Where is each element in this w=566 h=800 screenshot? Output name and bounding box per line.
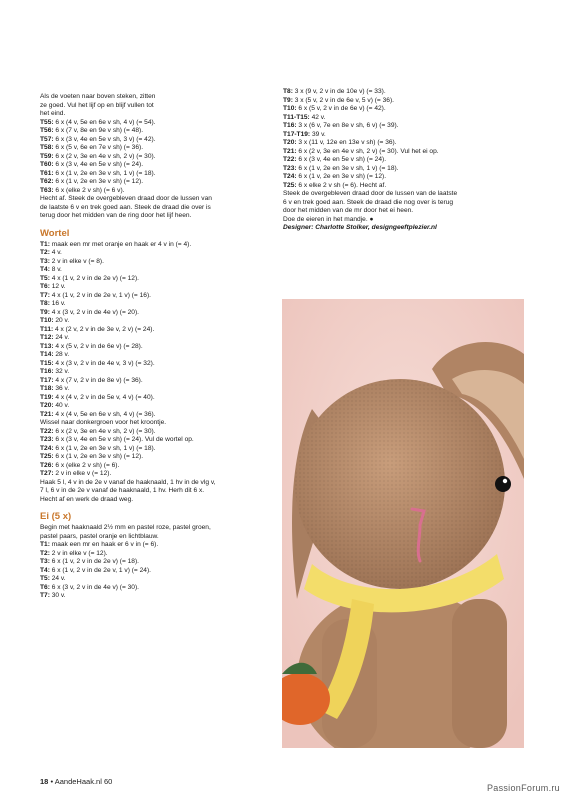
left-column <box>40 93 276 601</box>
round-label: T21: <box>283 147 297 155</box>
pattern-round <box>40 127 276 136</box>
pattern-round <box>40 258 276 267</box>
wortel-rounds-list <box>40 241 276 479</box>
pattern-round <box>283 182 523 191</box>
round-label: T4: <box>40 266 50 273</box>
round-instruction: 6 x (5 v, 2 v in de 6e v) (= 42). <box>296 105 386 112</box>
round-label: T3: <box>40 558 50 565</box>
ei-finish-text <box>283 190 523 224</box>
round-instruction: 6 x (3 v, 2 v in de 4e v) (= 30). <box>49 583 140 591</box>
round-instruction: 4 x (3 v, 2 v in de 4e v, 3 v) (= 32). <box>53 359 155 367</box>
round-label: T23: <box>283 164 297 172</box>
pattern-round <box>283 156 523 165</box>
round-instruction: 6 x (elke 2 v sh) (= 6 v). <box>53 186 125 194</box>
round-label: T57: <box>40 135 54 143</box>
round-label: T16: <box>283 122 297 129</box>
round-instruction: 8 v. <box>49 266 62 273</box>
round-label: T22: <box>40 427 54 435</box>
round-instruction: maak een mr met oranje en haak er 4 v in (= 4). <box>49 240 192 248</box>
watermark: PassionForum.ru <box>486 783 560 793</box>
round-instruction: Wissel naar donkergroen voor het kroontje. <box>40 419 167 426</box>
round-label: T63: <box>40 186 54 194</box>
text-line: terug door het midden van de ring door het lijf heen. <box>40 212 192 219</box>
pattern-round <box>40 385 276 394</box>
round-instruction: 6 x (2 v, 3e en 4e v sh, 2 v) (= 30). <box>53 427 156 435</box>
round-label: T2: <box>40 549 50 557</box>
round-instruction: 32 v. <box>53 368 70 375</box>
magazine-name: AandeHaak.nl 60 <box>54 777 113 786</box>
round-label: T6: <box>40 583 50 591</box>
round-label: T18: <box>40 385 54 392</box>
round-label: T10: <box>40 317 54 324</box>
pattern-round <box>40 178 276 187</box>
right-column <box>283 88 523 233</box>
page-number: 18 <box>40 777 49 786</box>
round-label: T7: <box>40 291 50 299</box>
round-instruction: 24 v. <box>53 334 70 341</box>
pattern-round <box>40 445 276 454</box>
round-label: T3: <box>40 257 50 265</box>
text-line: 6 v en trek goed aan. Steek de draad die nog over is terug <box>283 198 454 206</box>
pattern-round <box>40 377 276 386</box>
pattern-round <box>40 144 276 153</box>
text-line: ze goed. Vul het lijf op en blijf vullen tot <box>40 101 154 109</box>
round-label: T12: <box>40 334 54 341</box>
round-instruction: 6 x (1 v, 2e en 3e v sh) (= 12). <box>296 173 387 180</box>
round-label: T23: <box>40 436 54 443</box>
text-line: 7 l, 6 v in de 2e v vanaf de haaknaald, 1 hv. Herh dit 6 x. <box>40 487 205 494</box>
text-line: de laatste 6 v en trek goed aan. Steek de draad die over is <box>40 203 211 211</box>
text-line: het eind. <box>40 110 66 117</box>
round-instruction: 2 v in elke v (= 12). <box>49 549 108 557</box>
pattern-round <box>283 173 523 182</box>
round-label: T21: <box>40 410 54 418</box>
round-instruction: 6 x (1 v, 2e en 3e v sh) (= 12). <box>53 453 144 460</box>
text-line: Hecht af en werk de draad weg. <box>40 495 134 503</box>
pattern-round <box>283 114 523 123</box>
round-instruction: 6 x (4 v, 5e en 6e v sh, 4 v) (= 54). <box>53 118 156 126</box>
pattern-round <box>40 343 276 352</box>
round-label: T1: <box>40 541 50 548</box>
pattern-round <box>40 462 276 471</box>
round-label: T55: <box>40 118 54 126</box>
round-label: T5: <box>40 274 50 282</box>
round-instruction: 4 x (1 v, 2 v in de 2e v, 1 v) (= 16). <box>49 291 151 299</box>
round-label: T22: <box>283 156 297 163</box>
round-instruction: 6 x (3 v, 4e en 5e v sh) (= 24). Vul de wortel op. <box>53 436 194 443</box>
pattern-round <box>40 360 276 369</box>
text-line: Doe de eieren in het mandje. ● <box>283 215 374 223</box>
pattern-round <box>40 428 276 437</box>
pattern-round <box>283 97 523 106</box>
round-instruction: 6 x (3 v, 4e en 5e v sh) (= 24). <box>53 161 144 168</box>
round-instruction: 12 v. <box>49 283 66 290</box>
pattern-round <box>40 558 276 567</box>
pattern-round <box>40 411 276 420</box>
pattern-round <box>40 334 276 343</box>
page-footer <box>40 777 112 786</box>
pattern-round <box>40 275 276 284</box>
round-label: T56: <box>40 127 54 134</box>
designer-credit: Designer: Charlotte Stolker, designgeeftplezier.nl <box>283 224 437 231</box>
round-label: T24: <box>40 444 54 452</box>
pattern-round <box>40 453 276 462</box>
round-label: T20: <box>283 139 297 146</box>
pattern-round <box>40 187 276 196</box>
ei-rounds-list <box>40 541 276 601</box>
ei-rounds-continued-list <box>283 88 523 190</box>
round-instruction: 3 x (5 v, 2 v in de 6e v, 5 v) (= 36). <box>292 96 394 104</box>
round-instruction: 4 x (2 v, 2 v in de 3e v, 2 v) (= 24). <box>53 325 155 333</box>
pattern-round <box>40 436 276 445</box>
round-instruction: 6 x (5 v, 6e en 7e v sh) (= 36). <box>53 144 144 151</box>
pattern-round <box>40 550 276 559</box>
pattern-round <box>283 139 523 148</box>
pattern-round <box>283 148 523 157</box>
pattern-round <box>283 105 523 114</box>
round-instruction: 20 v. <box>53 317 70 324</box>
round-instruction: 28 v. <box>53 351 70 358</box>
body-rounds-list <box>40 119 276 196</box>
pattern-round <box>40 266 276 275</box>
text-line: Haak 5 l, 4 v in de 2e v vanaf de haaknaald, 1 hv in de vlg v, <box>40 478 216 486</box>
pattern-round <box>283 131 523 140</box>
round-label: T14: <box>40 351 54 358</box>
round-label: T17: <box>40 376 54 384</box>
round-label: T9: <box>283 96 293 104</box>
pattern-round <box>40 394 276 403</box>
round-label: T5: <box>40 575 50 582</box>
round-label: T24: <box>283 173 297 180</box>
pattern-round <box>40 419 276 428</box>
round-label: T16: <box>40 368 54 375</box>
round-label: T26: <box>40 461 54 469</box>
round-label: T11: <box>40 325 54 333</box>
round-instruction: 4 v. <box>49 249 62 256</box>
round-instruction: maak een mr en haak er 6 v in (= 6). <box>49 541 159 548</box>
round-instruction: 6 x (7 v, 8e en 9e v sh) (= 48). <box>53 127 144 134</box>
round-instruction: 3 x (11 v, 12e en 13e v sh) (= 36). <box>296 139 397 146</box>
round-instruction: 6 x (2 v, 3e en 4e v sh, 2 v) (= 30). Vul het ei op. <box>296 147 439 155</box>
round-label: T17-T19: <box>283 130 311 138</box>
round-instruction: 6 x (2 v, 3e en 4e v sh, 2 v) (= 30). <box>53 152 156 160</box>
round-instruction: 4 x (1 v, 2 v in de 2e v) (= 12). <box>49 274 140 282</box>
section-title-ei: Ei (5 x) <box>40 511 72 522</box>
round-label: T25: <box>40 453 54 460</box>
text-line: Als de voeten naar boven steken, zitten <box>40 93 156 100</box>
round-instruction: 40 v. <box>53 402 70 409</box>
round-label: T2: <box>40 249 50 256</box>
pattern-round <box>40 575 276 584</box>
body-finish-text <box>40 195 276 221</box>
round-instruction: 4 x (4 v, 2 v in de 5e v, 4 v) (= 40). <box>53 393 155 401</box>
round-label: T1: <box>40 240 50 248</box>
round-label: T15: <box>40 359 54 367</box>
pattern-round <box>283 165 523 174</box>
round-label: T58: <box>40 144 54 151</box>
pattern-round <box>40 153 276 162</box>
pattern-round <box>40 300 276 309</box>
pattern-round <box>40 283 276 292</box>
round-label: T8: <box>40 300 50 307</box>
text-line: Steek de overgebleven draad door de lussen van de laatste <box>283 190 458 197</box>
round-label: T60: <box>40 161 54 168</box>
round-instruction: 30 v. <box>49 592 66 599</box>
round-instruction: 6 x (1 v, 2e en 3e v sh) (= 12). <box>53 178 144 185</box>
pattern-round <box>40 541 276 550</box>
round-instruction: 6 x (1 v, 2e en 3e v sh, 1 v) (= 18). <box>296 164 399 172</box>
round-label: T9: <box>40 308 50 316</box>
pattern-round <box>40 567 276 576</box>
round-instruction: 6 x (1 v, 2e en 3e v sh, 1 v) (= 18). <box>53 169 156 177</box>
text-line: Begin met haaknaald 2½ mm en pastel roze, pastel groen, <box>40 524 211 531</box>
pattern-round <box>40 584 276 593</box>
wortel-finish-text <box>40 479 276 505</box>
pattern-round <box>40 402 276 411</box>
round-label: T20: <box>40 402 54 409</box>
footer-bullet: • <box>50 777 54 786</box>
pattern-round <box>40 136 276 145</box>
round-instruction: 3 x (9 v, 2 v in de 10e v) (= 33). <box>292 88 386 95</box>
pattern-round <box>40 292 276 301</box>
round-label: T4: <box>40 566 50 574</box>
round-label: T25: <box>283 181 297 189</box>
pattern-round <box>40 326 276 335</box>
pattern-round <box>40 161 276 170</box>
pattern-round <box>40 309 276 318</box>
round-instruction: 42 v. <box>309 113 326 121</box>
round-label: T8: <box>283 88 293 95</box>
crochet-bunny-illustration <box>282 299 524 748</box>
round-instruction: 6 x (3 v, 4e en 5e v sh, 3 v) (= 42). <box>53 135 156 143</box>
pattern-round <box>40 317 276 326</box>
round-instruction: 39 v. <box>310 130 326 138</box>
round-instruction: 6 x elke 2 v sh (= 6). Hecht af. <box>296 181 387 189</box>
round-label: T10: <box>283 105 297 112</box>
text-line: Hecht af. Steek de overgebleven draad door de lussen van <box>40 195 212 202</box>
pattern-round <box>40 592 276 601</box>
round-label: T19: <box>40 393 54 401</box>
intro-text <box>40 93 276 119</box>
round-label: T6: <box>40 283 50 290</box>
pattern-round <box>283 88 523 97</box>
round-label: T62: <box>40 178 54 185</box>
round-instruction: 2 v in elke v (= 8). <box>49 257 104 265</box>
text-line: pastel paars, pastel oranje en lichtblauw. <box>40 532 159 540</box>
round-instruction: 36 v. <box>53 385 70 392</box>
round-instruction: 6 x (3 v, 4e en 5e v sh) (= 24). <box>296 156 387 163</box>
pattern-round <box>40 368 276 377</box>
round-instruction: 2 v in elke v (= 12). <box>53 470 112 477</box>
bunny-photo <box>282 299 524 748</box>
round-instruction: 6 x (1 v, 2 v in de 2e v, 1 v) (= 24). <box>49 566 151 574</box>
round-instruction: 4 x (4 v, 5e en 6e v sh, 4 v) (= 36). <box>53 410 156 418</box>
section-title-wortel: Wortel <box>40 227 70 239</box>
round-instruction: 16 v. <box>49 300 66 307</box>
ei-intro-text <box>40 524 276 541</box>
round-label: T61: <box>40 169 54 177</box>
pattern-round <box>40 351 276 360</box>
round-label: T13: <box>40 342 54 350</box>
round-instruction: 6 x (1 v, 2 v in de 2e v) (= 18). <box>49 558 140 565</box>
round-instruction: 3 x (6 v, 7e en 8e v sh, 6 v) (= 39). <box>296 122 399 129</box>
round-label: T27: <box>40 470 54 477</box>
round-instruction: 4 x (5 v, 2 v in de 6e v) (= 28). <box>53 342 143 350</box>
round-label: T59: <box>40 152 54 160</box>
pattern-round <box>40 470 276 479</box>
pattern-round <box>40 119 276 128</box>
pattern-round <box>283 122 523 131</box>
round-instruction: 24 v. <box>49 575 66 582</box>
pattern-round <box>40 241 276 250</box>
round-instruction: 4 x (7 v, 2 v in de 8e v) (= 36). <box>53 376 143 384</box>
round-label: T11-T15: <box>283 113 310 121</box>
round-label: T7: <box>40 592 50 599</box>
text-line: door het midden van de mr door het ei heen. <box>283 207 414 214</box>
round-instruction: 4 x (3 v, 2 v in de 4e v) (= 20). <box>49 308 140 316</box>
round-instruction: 6 x (elke 2 v sh) (= 6). <box>53 461 120 469</box>
pattern-round <box>40 170 276 179</box>
round-instruction: 6 x (1 v, 2e en 3e v sh, 1 v) (= 18). <box>53 444 156 452</box>
pattern-round <box>40 249 276 258</box>
